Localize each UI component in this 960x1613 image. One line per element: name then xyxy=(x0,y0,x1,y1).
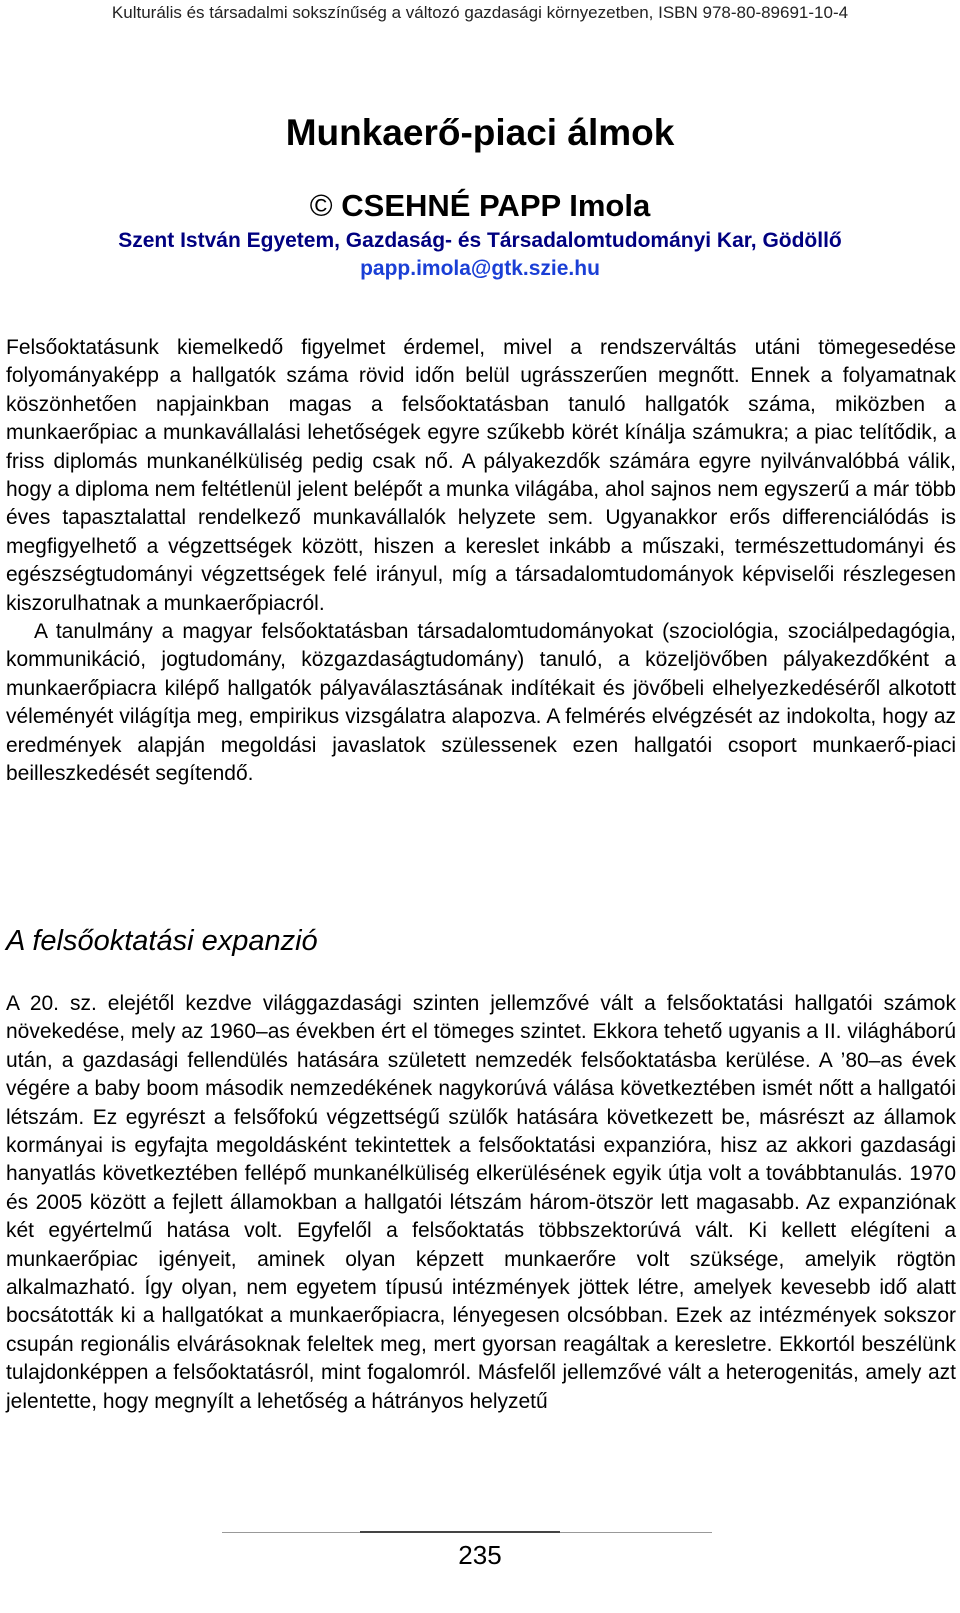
copyright-icon: © xyxy=(309,188,333,223)
abstract xyxy=(6,334,956,789)
section-heading: A felsőoktatási expanzió xyxy=(6,925,318,957)
abstract-paragraph-1: Felsőoktatásunk kiemelkedő figyelmet érdemel, mivel a rendszerváltás utáni tömegesedése folyományaképp a hallgatók száma rövid időn belül ugrásszerűen megnőtt. Ennek a folyamatnak köszönhetően napjainkban magas a felsőoktatásban tanuló hallgatók száma, miközben a munkaerőpiac a munkavállalási lehetőségek egyre szűkebb körét kínálja számukra; a piac telítődik, a friss diplomás munkanélküliség pedig csak nő. A pályakezdők számára egyre nyilvánvalóbbá válik, hogy a diploma nem feltétlenül jelent belépőt a munka világába, ahol sajnos nem egyszerű a már több éves tapasztalattal rendelkező munkavállalók helyzete sem. Ugyanakkor erős differenciálódás is megfigyelhető a végzettségek között, hiszen a kereslet inkább a műszaki, természettudományi és egészségtudományi végzettségek felé irányul, míg a társadalomtudományok képviselői részlegesen kiszorulhatnak a munkaerőpiacról. xyxy=(6,336,956,615)
footer-divider-accent xyxy=(360,1531,560,1533)
author-email-link[interactable]: papp.imola@gtk.szie.hu xyxy=(360,257,600,280)
author-name: CSEHNÉ PAPP Imola xyxy=(341,188,651,223)
running-header: Kulturális és társadalmi sokszínűség a változó gazdasági környezetben, ISBN 978-80-89691-10-4 xyxy=(111,3,849,22)
affiliation: Szent István Egyetem, Gazdaság- és Társadalomtudományi Kar, Gödöllő xyxy=(118,229,842,252)
page-number: 235 xyxy=(458,1540,502,1570)
article-title: Munkaerő-piaci álmok xyxy=(285,112,675,153)
author-line xyxy=(0,188,960,224)
section-paragraph-1: A 20. sz. elejétől kezdve világgazdasági szinten jellemzővé vált a felsőoktatási hallgatói számok növekedése, mely az 1960–as években ért el tömeges szintet. Ekkora tehető ugyanis a II. világháború után, a gazdasági fellendülés hatására született nemzedék felsőoktatásba kerülése. A ’80–as évek végére a baby boom második nemzedékének nagykorúvá válása következtében ismét nőtt a hallgatói létszám. Ez egyrészt a felsőfokú végzettségű szülők hatására következett be, másrészt az államok kormányai is egyfajta megoldásként tekintettek a felsőoktatási expanzióra, hisz az akkori gazdasági hanyatlás következtében fellépő munkanélküliség elkerülésének egyik útja volt a továbbtanulás. 1970 és 2005 között a fejlett államokban a hallgatói létszám három-ötször lett magasabb. Az expanziónak két egyértelmű hatása volt. Egyfelől a felsőoktatás többszektorúvá vált. Ki kellett elégíteni a munkaerőpiac igényeit, aminek olyan képzett munkaerőre volt szüksége, amelyik rögtön alkalmazható. Így olyan, nem egyetem típusú intézmények jöttek létre, amelyek kevesebb idő alatt bocsátották ki a hallgatókat a munkaerőpiacra, lényegesen olcsóbban. Ezek az intézmények sokszor csupán regionális elvárásoknak feleltek meg, mert gyorsan reagáltak a keresletre. Ekkortól beszélünk tulajdonképpen a felsőoktatásról, mint fogalomról. Másfelől jellemzővé vált a heterogenitás, amely azt jelentette, hogy megnyílt a lehetőség a hátrányos helyzetű xyxy=(6,992,956,1413)
abstract-paragraph-2: A tanulmány a magyar felsőoktatásban társadalomtudományokat (szociológia, szociálpedagógia, kommunikáció, jogtudomány, közgazdaságtudomány) tanuló, a közeljövőben pályakezdőként a munkaerőpiacra kilépő hallgatók pályaválasztásának indítékait és jövőbeli elhelyezkedéséről alkotott véleményét világítja meg, empirikus vizsgálatra alapozva. A felmérés elvégzését az indokolta, hogy az eredmények alapján megoldási javaslatok szülessenek ezen hallgatói csoport munkaerő-piaci beilleszkedését segítendő. xyxy=(6,620,956,786)
